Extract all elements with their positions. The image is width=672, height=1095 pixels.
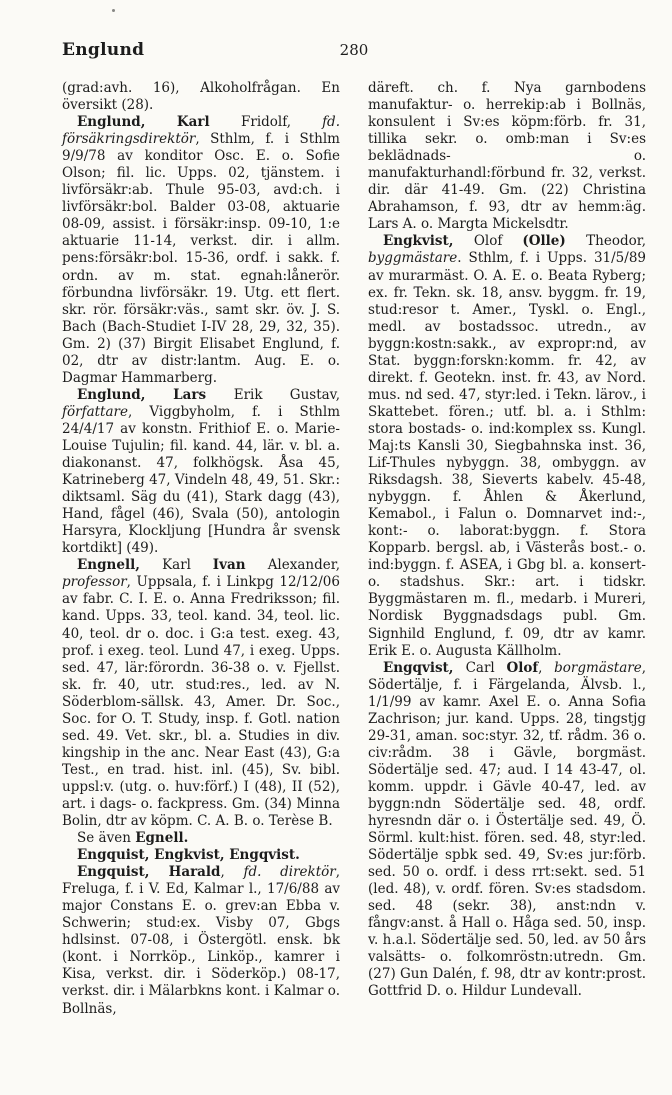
entry-text: , Freluga, f. i V. Ed, Kalmar l., 17/6/88 av major Constans E. o. grev:an Ebba v. Schwerin; stud:ex. Visby 07, Gbgs hdlsinst. 07-08, i Östergötl. ensk. bk (kont. i Norrköp., Linköp., kamrer i Kisa, verkst. dir. i Söderköp.) 08-17, verkst. dir. i Mälarbkns kont. i Kalmar o. Bollnäs, — [62, 864, 340, 1017]
entry-headword: (Olle) — [522, 233, 587, 250]
entry-text: , Viggbyholm, f. i Sthlm 24/4/17 av konstn. Frithiof E. o. Marie-Louise Tujulin; fil. kand. 44, lär. v. bl. a. diakonanst. 47, folkhögsk. Åsa 45, Katrineberg 47, Vindeln 48, 49, 51. Skr.: diktsaml. Säg du (41), Stark dagg (43), Hand, fågel (46), Svala (50), antologin Harsyra, Klockljung [Hundra år svensk kortdikt] (49). — [62, 403, 340, 557]
entry-occupation: borgmästare — [554, 659, 642, 676]
entry-headword: Egnell. — [135, 830, 189, 847]
entry-text: däreft. ch. f. Nya garnbodens manufaktur- o. herrekip:ab i Bollnäs, konsulent i Sv:es köpm:förb. fr. 31, tillika sekr. o. omb:man i Sv:es beklädnads- o. manufakturhandl:förbund fr. 32, verkst. dir. där 41-49. Gm. (22) Christina Abrahamson, f. 93, dtr av hemm:äg. Lars A. o. Margta Mickelsdtr. — [368, 80, 646, 233]
entry-text: , Sthlm, f. i Sthlm 9/9/78 av konditor Osc. E. o. Sofie Olson; fil. lic. Upps. 02, tjänstem. i livförsäkr:ab. Thule 95-03, avd:ch. i livförsäkr:bol. Balder 03-08, aktuarie 08-09, assist. i försäkr:insp. 09-10, 1:e aktuarie 11-14, verkst. dir. i allm. pens:försäkr:bol. 15-36, ordf. i sakk. f. ordn. av m. stat. egnah:lånerör. förbundna livförsäkr. 19. Utg. ett flert. skr. rör. försäkr:väs., samt skr. öv. J. S. Bach (Bach-Studiet I-IV 28, 29, 32, 35). Gm. 2) (37) Birgit Elisabet Englund, f. 02, dtr av distr:lantm. Aug. E. o. Dagmar Hammarberg. — [62, 131, 340, 386]
entry-occupation: professor — [62, 574, 127, 591]
entry-text: Fridolf, — [241, 114, 323, 131]
entry-headword: Englund, Karl — [77, 114, 242, 131]
entry-occupation: byggmästare — [368, 250, 458, 267]
entry-engqvist-carl-olof — [368, 660, 646, 1001]
page-header — [62, 40, 646, 80]
entry-headword: Englund, Lars — [77, 386, 234, 403]
entry-occupation: fd. direktör — [243, 864, 336, 881]
entry-text: Karl — [162, 557, 213, 574]
text-columns — [62, 80, 646, 1018]
page-content — [62, 40, 646, 1018]
scan-artifact — [112, 9, 115, 12]
page-number: 280 — [339, 41, 369, 59]
entry-headword: Engqvist, — [383, 659, 466, 676]
entry-occupation: författare — [62, 403, 128, 420]
entry-englund-lars — [62, 387, 340, 557]
entry-headword: Engquist, Engkvist, Engqvist. — [77, 847, 300, 864]
entry-headword: Olof — [506, 659, 539, 676]
entry-headword: Engquist, Harald — [77, 864, 221, 881]
entry-text: Theodor, — [586, 233, 646, 250]
entry-occupation: fd. försäkringsdirektör — [62, 114, 340, 148]
entry-engnell-ivan — [62, 557, 340, 830]
entry-text: Alexander, — [267, 557, 340, 574]
column-right — [368, 80, 646, 1018]
entry-text: , Södertälje, f. i Färgelanda, Älvsb. l., 1/1/99 av kamr. Axel E. o. Anna Sofia Zachrison; jur. kand. Upps. 28, tingstjg 29-31, aman. soc:styr. 32, tf. rådm. 36 o. civ:rådm. 38 i Gävle, borgmäst. Södertälje sed. 47; aud. I 14 43-47, ol. komm. uppdr. i Gävle 40-47, led. av byggn:ndn Södertälje sed. 48, ordf. hyresndn där o. i Östertälje sed. 49, Ö. Sörml. kult:hist. fören. sed. 48, styr:led. Södertälje spbk sed. 49, Sv:es jur:förb. sed. 50 o. ordf. i dess rrt:sekt. sed. 51 (led. 48), v. ordf. fören. Sv:es stadsdom. sed. 48 (sekr. 38), anst:ndn v. fångv:anst. å Hall o. Håga sed. 50, insp. v. h.a.l. Södertälje sed. 50, led. av 50 års valsätts- o. folkomröstn:utredn. Gm. (27) Gun Dalén, f. 98, dtr av kontr:prost. Gottfrid D. o. Hildur Lundevall. — [368, 659, 646, 1000]
entry-text: (grad:avh. 16), Alkoholfrågan. En översikt (28). — [62, 80, 340, 114]
running-head: Englund — [62, 40, 145, 60]
entry-text: , Uppsala, f. i Linkpg 12/12/06 av fabr. C. I. E. o. Anna Fredriksson; fil. kand. Upps. 33, teol. kand. 34, teol. lic. 40, teol. dr o. doc. i G:a test. exeg. 43, prof. i exeg. teol. Lund 47, i exeg. Upps. sed. 47, lär:förordn. 36-38 o. v. Fjellst. sk. fr. 40, utr. stud:res., led. av N. Söderblom-sällsk. 43, Amer. Dr. Soc., Soc. for O. T. Study, insp. f. Gotl. nation sed. 49. Vet. skr., bl. a. Studies in div. kingship in the anc. Near East (43), G:a Test., en trad. hist. inl. (45), Sv. bibl. uppsl:v. (utg. o. huv:förf.) I (48), II (52), art. i dags- o. fackpress. Gm. (34) Minna Bolin, dtr av köpm. C. A. B. o. Terèse B. — [62, 574, 340, 830]
entry-text: Se även — [77, 830, 136, 847]
entry-engquist-harald-continued — [368, 80, 646, 233]
entry-headword: Engkvist, — [383, 233, 474, 250]
entry-text: Olof — [473, 233, 523, 250]
entry-text: . Sthlm, f. i Upps. 31/5/89 av murarmäst. O. A. E. o. Beata Ryberg; ex. fr. Tekn. sk. 18, ansv. byggm. fr. 19, stud:resor t. Amer., Tyskl. o. Engl., medl. av bostadssoc. utredn., av byggn:kostn:sakk., av expropr:nd, av Stat. byggn:forskn:komm. fr. 42, av direkt. f. Geotekn. inst. fr. 43, av Nord. mus. nd sed. 47, styr:led. i Tekn. lärov., i Skattebet. fören.; utf. bl. a. i Sthlm: stora bostads- o. ind:komplex ss. Kungl. Maj:ts Kansli 30, Siegbahnska inst. 36, Lif-Thules nybyggn. 38, ombyggn. av Riksdagsh. 38, Sieverts kabelv. 45-48, nybyggn. f. Åhlen & Åkerlund, Kemabol., i Falun o. Domnarvet ind:-, kont:- o. laborat:byggn. f. Stora Kopparb. bergsl. ab, i Västerås bost.- o. ind:byggn. f. ASEA, i Gbg bl. a. konsert- o. stadshus. Skr.: art. i tidskr. Byggmästaren m. fl., medarb. i Mureri, Nordisk Byggnadsdags publ. Gm. Signhild Englund, f. 09, dtr av kamr. Erik E. o. Augusta Källholm. — [368, 250, 646, 659]
entry-headword: Engnell, — [77, 557, 163, 574]
entry-engkvist-olle — [368, 233, 646, 659]
entry-continuation — [62, 80, 340, 114]
headword-group-engquist — [62, 847, 340, 864]
entry-headword: Ivan — [212, 557, 268, 574]
entry-engquist-harald — [62, 864, 340, 1017]
entry-text: Erik Gustav, — [233, 386, 340, 403]
entry-text: , — [538, 659, 555, 676]
entry-text: , — [220, 864, 244, 881]
entry-text: Carl — [465, 659, 507, 676]
entry-englund-karl — [62, 114, 340, 387]
column-left — [62, 80, 340, 1018]
cross-reference-egnell — [62, 830, 340, 847]
